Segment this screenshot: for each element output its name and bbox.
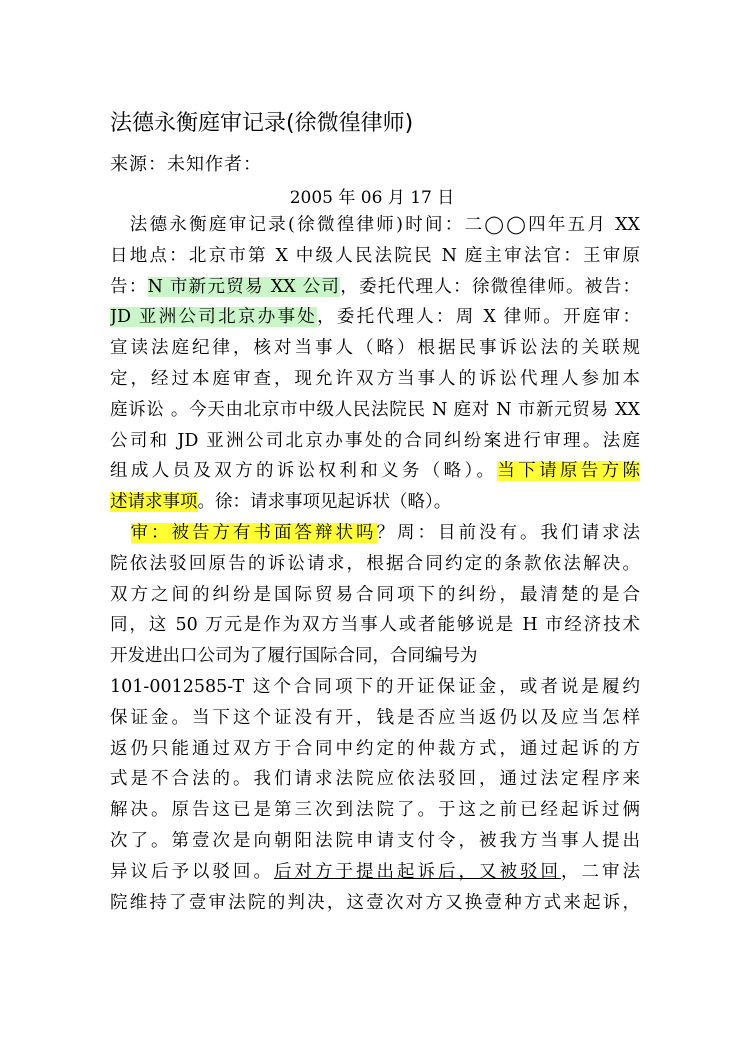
text-line: [110, 764, 640, 794]
text-segment: 101-0012585-T 这个合同项下的开证保证金，或者说是履约: [110, 677, 640, 697]
text-segment: ，委托代理人：周 X 律师。开庭审：: [317, 307, 640, 328]
text-line: [110, 333, 640, 363]
text-line: [110, 795, 640, 825]
text-line: [110, 395, 640, 425]
text-line: [110, 302, 640, 332]
text-segment: 次了。第壹次是向朝阳法院申请支付令，被我方当事人提出: [110, 831, 640, 851]
text-line: [110, 610, 640, 640]
text-segment: ，二审法: [561, 861, 640, 882]
highlighted-text: JD 亚洲公司北京办事处: [110, 307, 318, 328]
text-segment: [110, 523, 131, 543]
highlighted-text: 当下请原告方陈: [497, 461, 640, 482]
text-segment: 告：: [110, 276, 148, 297]
text-line: [110, 487, 640, 517]
text-line: [110, 826, 640, 856]
date-line: 2005 年 06 月 17 日: [289, 188, 455, 208]
text-line: [110, 456, 640, 486]
text-segment: 双方之间的纠纷是国际贸易合同项下的纠纷，最清楚的是合: [110, 584, 640, 605]
text-line: [110, 888, 640, 918]
text-line: [110, 734, 640, 764]
text-segment: 公司和 JD 亚洲公司北京办事处的合同纠纷案进行审理。法庭: [110, 430, 640, 451]
text-segment: 院维持了壹审法院的判决，这壹次对方又换壹种方式来起诉，: [110, 892, 640, 913]
highlighted-text: 述请求事项: [110, 492, 198, 513]
highlighted-text: N 市新元贸易 XX 公司: [147, 276, 341, 297]
text-line: [110, 672, 640, 702]
document-title: 法德永衡庭审记录(徐微徨律师): [110, 111, 414, 136]
text-line: [110, 210, 640, 240]
text-segment: 。徐：请求事项见起诉状（略）。: [197, 492, 452, 513]
text-segment: 开发进出口公司为了履行国际合同，合同编号为: [110, 646, 478, 667]
text-segment: 定，经过本庭审查，现允许双方当事人的诉讼代理人参加本: [110, 369, 640, 389]
text-segment: 返仍只能通过双方于合同中约定的仲裁方式，通过起诉的方: [110, 738, 640, 759]
text-segment: 式是不合法的。我们请求法院应依法驳回，通过法定程序来: [110, 769, 640, 790]
text-line: [110, 364, 640, 394]
text-line: [110, 272, 640, 302]
text-segment: 院依法驳回原告的诉讼请求，根据合同约定的条款依法解决。: [110, 553, 640, 574]
text-segment: 解决。原告这已是第三次到法院了。于这之前已经起诉过俩: [110, 800, 640, 821]
text-segment: 异议后予以驳回。: [110, 861, 274, 882]
text-line: [110, 857, 640, 887]
source-line: 来源：未知作者：: [110, 154, 262, 175]
text-line: [110, 549, 640, 579]
text-segment: ，委托代理人：徐微徨律师。被告：: [340, 276, 640, 297]
text-segment: 庭诉讼 。今天由北京市中级人民法院民 N 庭对 N 市新元贸易 XX: [110, 399, 640, 420]
text-segment: 法德永衡庭审记录(徐微徨律师)时间：二◯◯四年五月 XX: [110, 215, 640, 235]
text-line: [110, 241, 640, 271]
text-segment: 组成人员及双方的诉讼权利和义务（略）。: [110, 461, 498, 482]
text-segment: 宣读法庭纪律，核对当事人（略）根据民事诉讼法的关联规: [110, 338, 640, 359]
underlined-text: 后对方于提出起诉后，又被驳回: [274, 861, 561, 882]
text-segment: ？周：目前没有。我们请求法: [376, 523, 640, 543]
text-segment: 保证金。当下这个证没有开，钱是否应当返仍以及应当怎样: [110, 707, 640, 728]
highlighted-text: 审：被告方有书面答辩状吗: [130, 523, 377, 543]
text-line: [110, 580, 640, 610]
text-line: [110, 518, 640, 548]
text-line: [110, 641, 640, 671]
text-line: [110, 426, 640, 456]
text-line: [110, 703, 640, 733]
text-segment: 同，这 50 万元是作为双方当事人或者能够说是 H 市经济技术: [110, 615, 640, 636]
text-segment: 日地点：北京市第 X 中级人民法院民 N 庭主审法官：王审原: [110, 245, 640, 266]
